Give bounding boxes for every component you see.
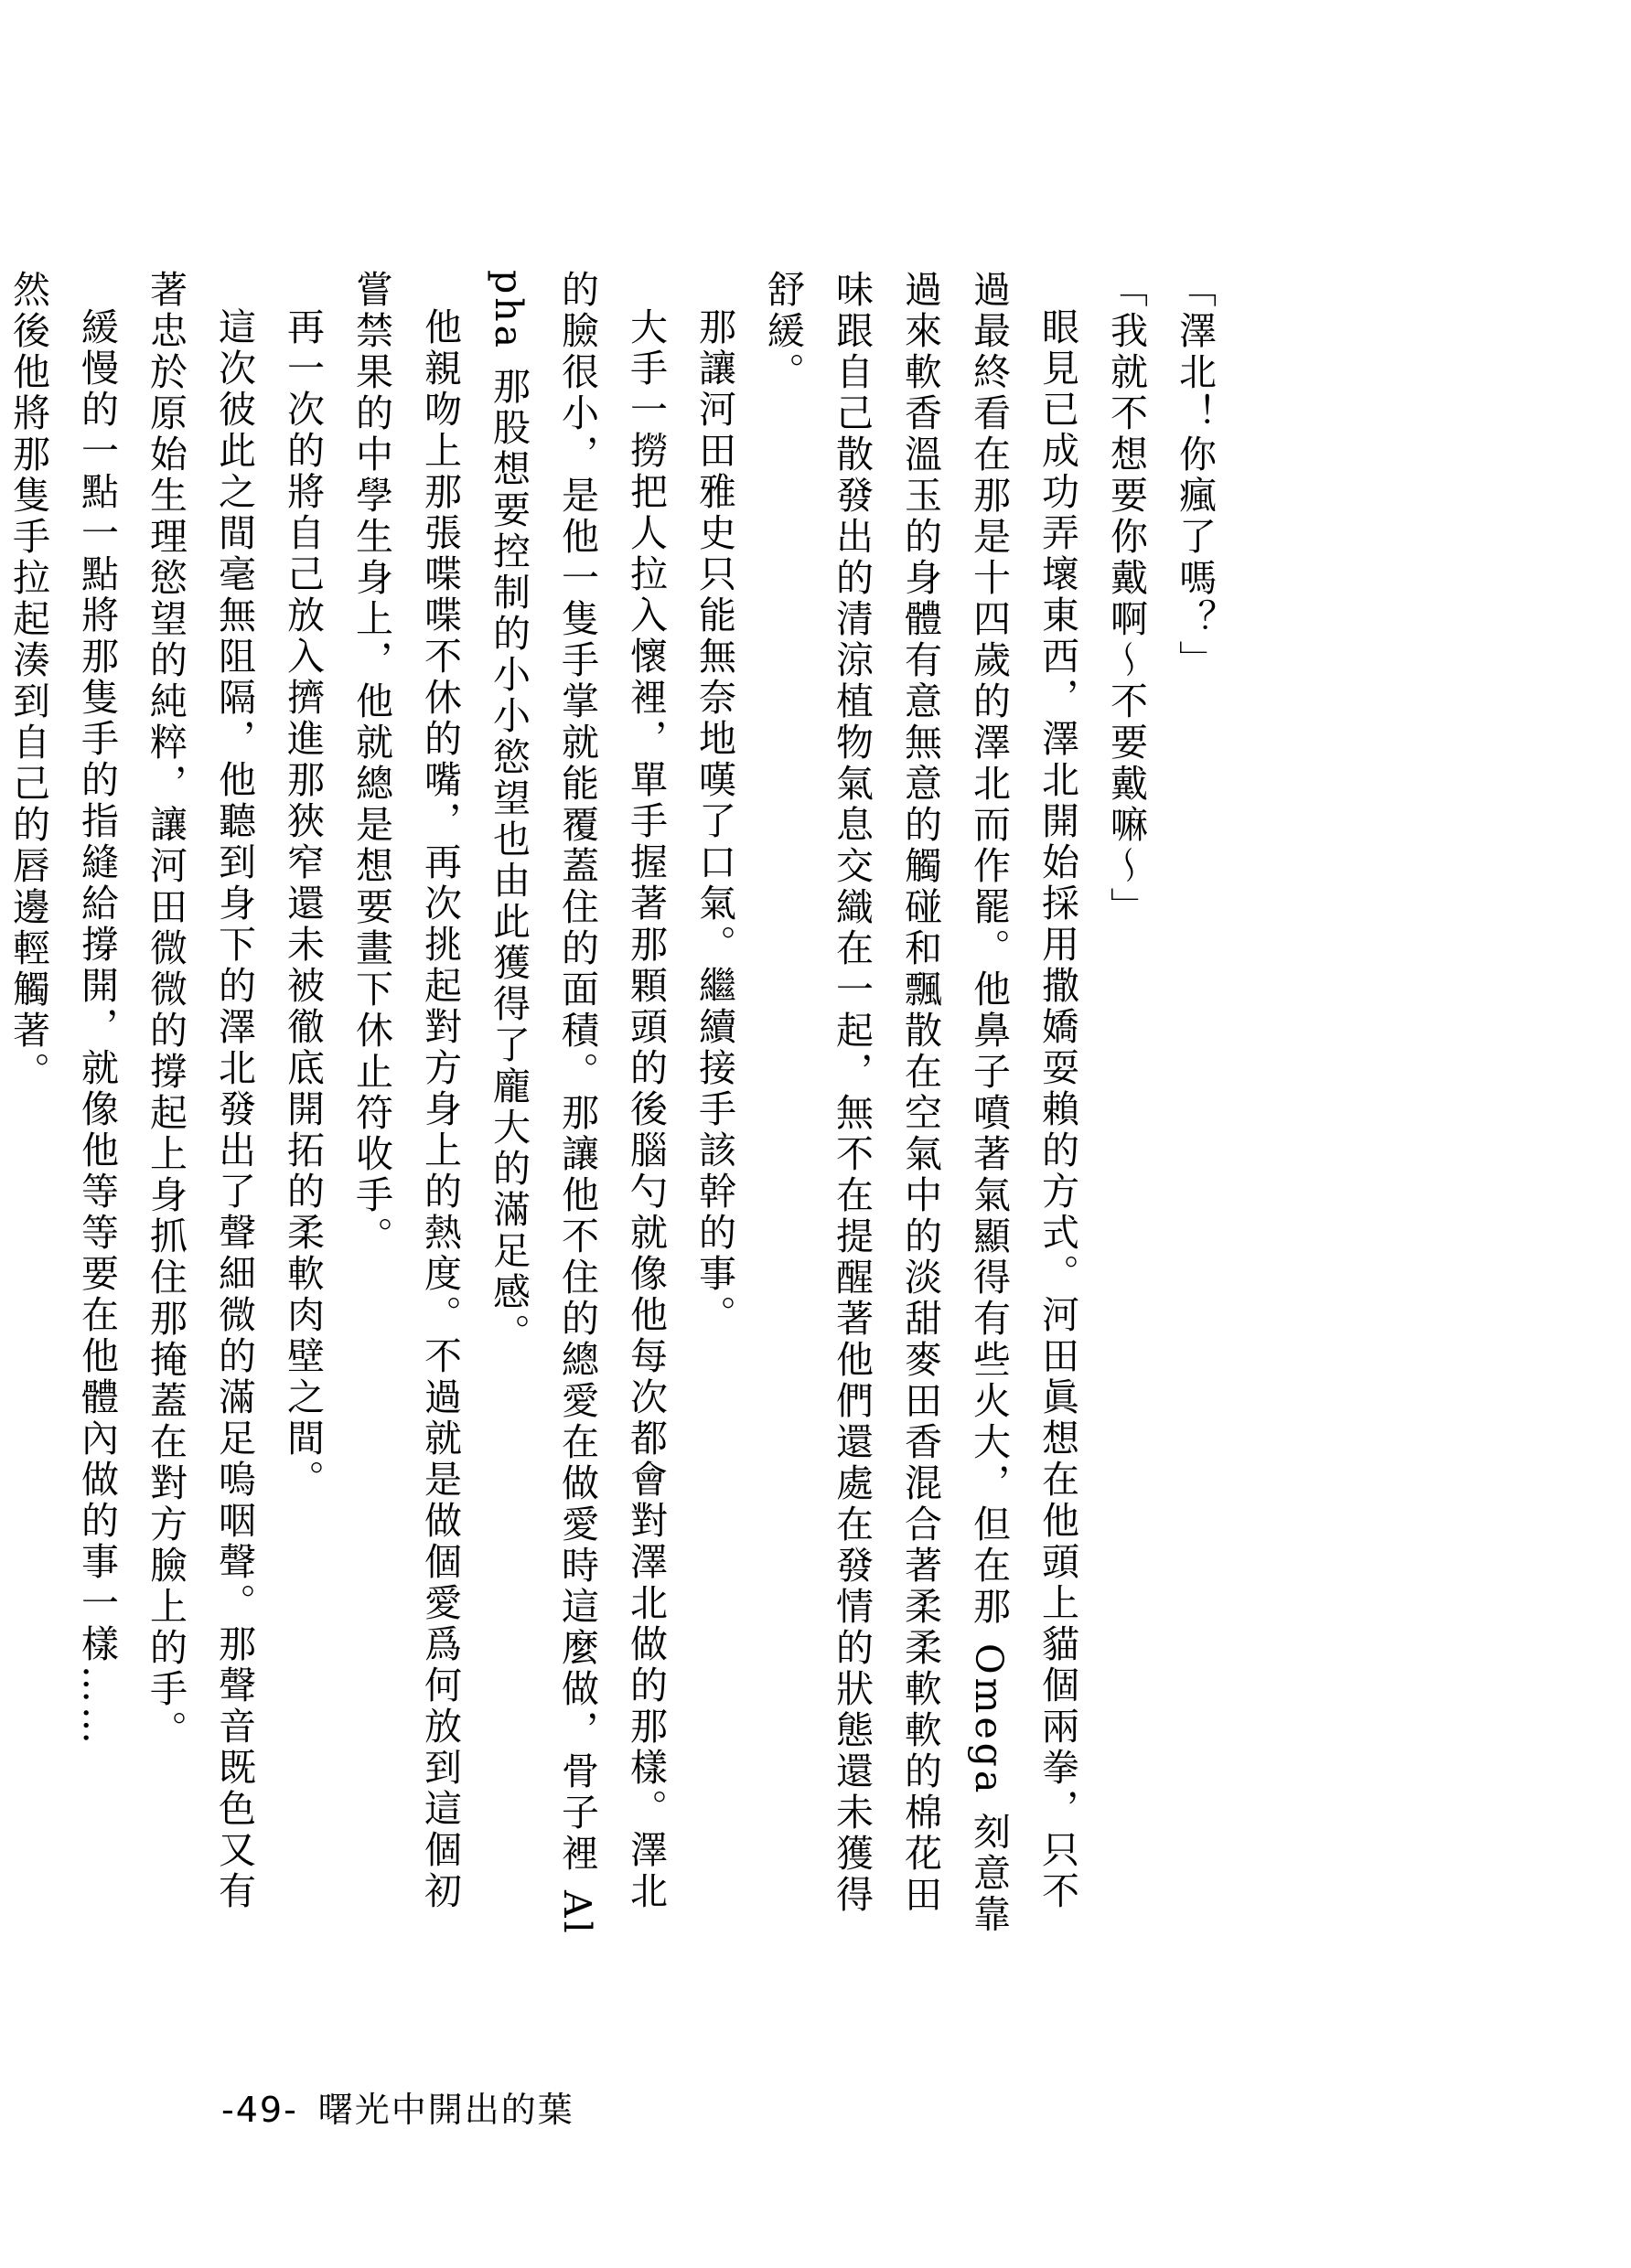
paragraph-3: 眼見已成功弄壞東西，澤北開始採用撒嬌耍賴的方式。河田眞想在他頭上貓個兩拳，只不過最終看在那是十四歲的澤北而作罷。他鼻子噴著氣顯得有些火大，但在那 Omega 刻意靠過來軟香溫玉的身體有意無意的觸碰和飄散在空氣中的淡甜麥田香混合著柔柔軟軟的棉花田味跟自己散發出的清涼植物氣息交織在一起，無不在提醒著他們還處在發情的狀態還未獲得舒緩。 <box>761 270 1079 1936</box>
page-number: -49- <box>221 2090 298 2130</box>
paragraph-8: 這次彼此之間毫無阻隔，他聽到身下的澤北發出了聲細微的滿足嗚咽聲。那聲音既色又有著忠於原始生理慾望的純粹，讓河田微微的撐起上身抓住那掩蓋在對方臉上的手。 <box>144 270 256 1912</box>
paragraph-9: 緩慢的一點一點將那隻手的指縫給撐開，就像他等等要在他體內做的事一樣…… <box>75 307 119 1748</box>
paragraph-4: 那讓河田雅史只能無奈地嘆了口氣。繼續接手該幹的事。 <box>692 307 736 1336</box>
book-title: 曙光中開出的葉 <box>317 2090 574 2130</box>
body-text <box>6 270 1229 1952</box>
paragraph-7: 再一次的將自己放入擠進那狹窄還未被徹底開拓的柔軟肉壁之間。 <box>281 307 325 1501</box>
page-footer <box>221 2081 574 2132</box>
paragraph-6: 他親吻上那張喋喋不休的嘴，再次挑起對方身上的熱度。不過就是做個愛爲何放到這個初嘗禁果的中學生身上，他就總是想要畫下休止符收手。 <box>349 270 462 1912</box>
paragraph-5: 大手一撈把人拉入懷裡，單手握著那顆頭的後腦勺就像他每次都會對澤北做的那樣。澤北的臉很小，是他一隻手掌就能覆蓋住的面積。那讓他不住的總愛在做愛時這麼做，骨子裡 Alpha 那股想要控制的小小慾望也由此獲得了龐大的滿足感。 <box>487 270 668 1937</box>
paragraph-2: 「我就不想要你戴啊～不要戴嘛～」 <box>1104 270 1148 928</box>
paragraph-10: 然後他將那隻手拉起湊到自己的唇邊輕觸著。 <box>6 270 50 1093</box>
paragraph-1: 「澤北！你瘋了嗎？」 <box>1173 270 1217 681</box>
